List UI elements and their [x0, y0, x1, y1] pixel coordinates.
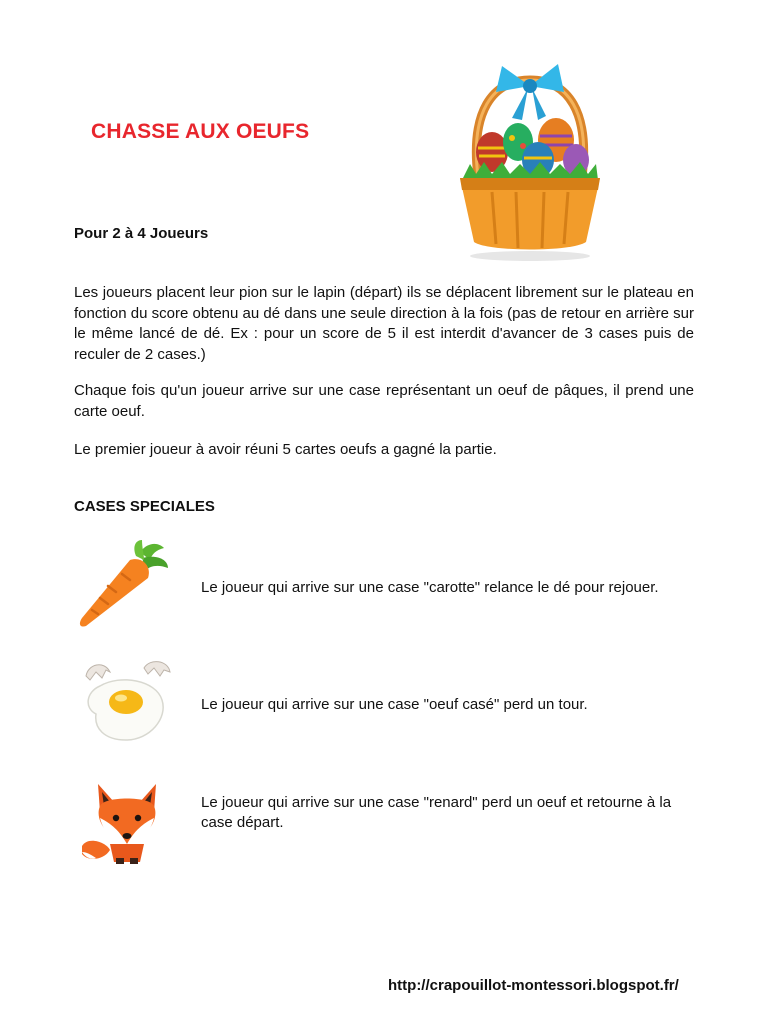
- source-link[interactable]: http://crapouillot-montessori.blogspot.fr/: [388, 977, 679, 994]
- rules-paragraph: Les joueurs placent leur pion sur le lapin (départ) ils se déplacent librement sur le plateau en fonction du score obtenu au dé dans une seule direction à la fois (pas de retour en arrière sur le même lancé de dé. Ex : pour un score de 5 il est interdit d'avancer de 3 cases puis de reculer de 2 cases.): [74, 284, 694, 363]
- rules-paragraph: Le premier joueur à avoir réuni 5 cartes oeufs a gagné la partie.: [74, 441, 497, 458]
- page-title: CHASSE AUX OEUFS: [91, 120, 310, 143]
- player-count: Pour 2 à 4 Joueurs: [74, 225, 209, 242]
- carrot-icon: [78, 538, 170, 630]
- rules-paragraph: Chaque fois qu'un joueur arrive sur une case représentant un oeuf de pâques, il prend une carte oeuf.: [74, 382, 694, 420]
- broken-egg-icon: [80, 656, 172, 746]
- special-rule-carrot: Le joueur qui arrive sur une case "carotte" relance le dé pour rejouer.: [201, 579, 659, 596]
- fox-icon: [80, 774, 174, 866]
- section-heading: CASES SPECIALES: [74, 498, 215, 515]
- special-rule-fox: Le joueur qui arrive sur une case "renard" perd un oeuf et retourne à la case départ.: [201, 794, 672, 831]
- special-rule-broken-egg: Le joueur qui arrive sur une case "oeuf casé" perd un tour.: [201, 696, 588, 713]
- easter-basket-icon: [452, 52, 608, 262]
